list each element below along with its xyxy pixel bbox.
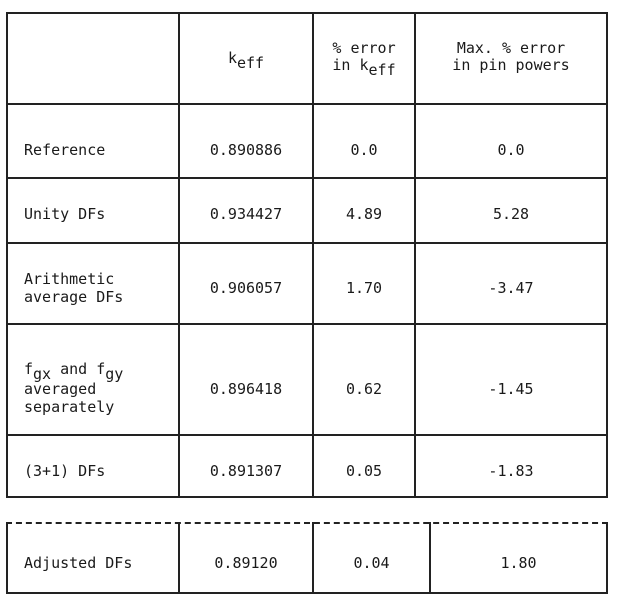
adjusted-keff: 0.89120 bbox=[214, 554, 278, 572]
rule-row1-bottom bbox=[6, 177, 608, 179]
rule-col1 bbox=[178, 12, 180, 498]
row-label-arithmetic: Arithmetic average DFs bbox=[24, 270, 124, 306]
row-error: 0.05 bbox=[345, 462, 383, 480]
rule-right bbox=[606, 12, 608, 498]
row-keff: 0.896418 bbox=[209, 380, 283, 398]
adjusted-rule-top bbox=[6, 522, 608, 524]
rule-row2-bottom bbox=[6, 242, 608, 244]
row-keff: 0.890886 bbox=[209, 141, 283, 159]
row-label-3plus1: (3+1) DFs bbox=[24, 462, 106, 480]
header-keff: $k_{eff}$ bbox=[227, 49, 265, 72]
row-error: 1.70 bbox=[345, 279, 383, 297]
row-keff: 0.934427 bbox=[209, 205, 283, 223]
adjusted-rule-right bbox=[606, 522, 608, 594]
rule-col3 bbox=[414, 12, 416, 498]
header-max-error: Max. % error in pin powers bbox=[452, 39, 570, 74]
row-label-unity: Unity DFs bbox=[24, 205, 106, 223]
rule-left bbox=[6, 12, 8, 498]
row-max-error: 5.28 bbox=[492, 205, 530, 223]
row-max-error: -3.47 bbox=[488, 279, 534, 297]
row-label-separate: $f_{gx}$ and $f_{gy}$ averaged separately bbox=[24, 360, 124, 416]
rule-bottom bbox=[6, 496, 608, 498]
row-error: 4.89 bbox=[345, 205, 383, 223]
row-label-adjusted: Adjusted DFs bbox=[24, 554, 133, 572]
row-label-reference: Reference bbox=[24, 141, 106, 159]
row-max-error: -1.45 bbox=[488, 380, 534, 398]
rule-header-bottom bbox=[6, 103, 608, 105]
row-keff: 0.906057 bbox=[209, 279, 283, 297]
row-error: 0.62 bbox=[345, 380, 383, 398]
row-max-error: -1.83 bbox=[488, 462, 534, 480]
row-max-error: 0.0 bbox=[497, 141, 525, 159]
row-keff: 0.891307 bbox=[209, 462, 283, 480]
adjusted-rule-left bbox=[6, 522, 8, 594]
adjusted-rule-bottom bbox=[6, 592, 608, 594]
rule-row3-bottom bbox=[6, 323, 608, 325]
rule-row4-bottom bbox=[6, 434, 608, 436]
row-error: 0.0 bbox=[350, 141, 378, 159]
adjusted-error: 0.04 bbox=[353, 554, 390, 572]
rule-col2 bbox=[312, 12, 314, 498]
rule-top bbox=[6, 12, 608, 14]
header-percent-error: % error in $k_{eff}$ bbox=[332, 39, 396, 79]
adjusted-max-error: 1.80 bbox=[500, 554, 537, 572]
